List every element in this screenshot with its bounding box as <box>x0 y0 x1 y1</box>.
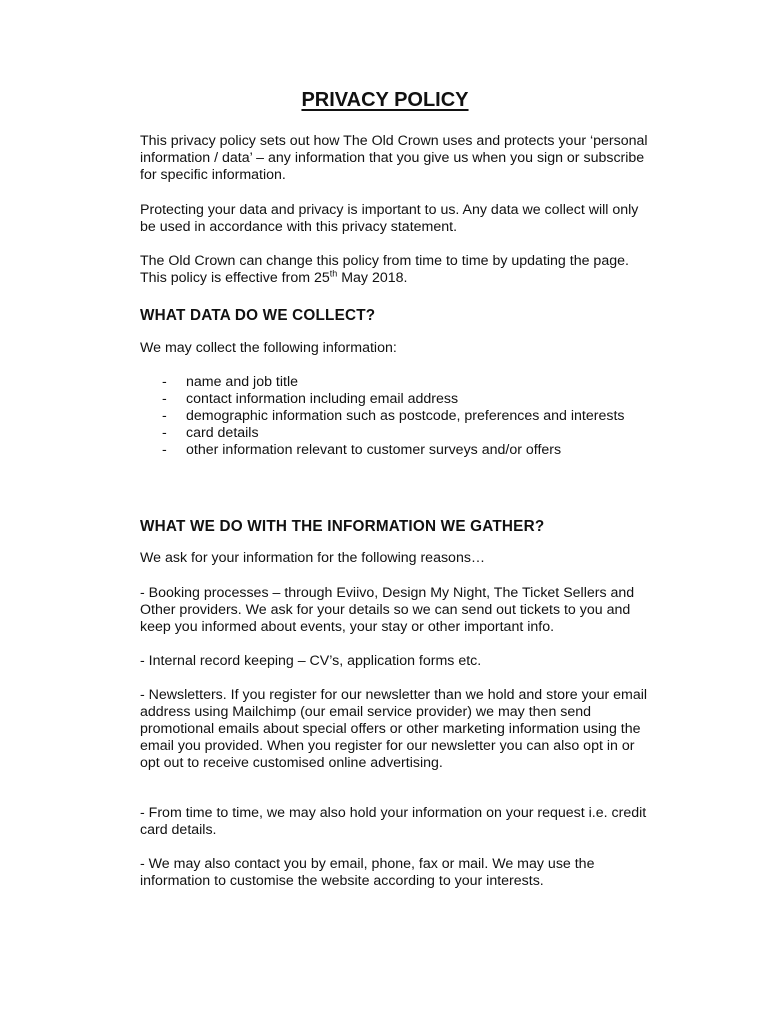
section-paragraph: - Booking processes – through Eviivo, Design My Night, The Ticket Sellers and Other providers. We ask for your details so we can send out tickets to you and keep you informed about events, your stay or other important info. <box>140 585 635 635</box>
policy-change-paragraph <box>140 253 650 287</box>
list-dash: - <box>162 391 167 407</box>
intro-paragraph: This privacy policy sets out how The Old Crown uses and protects your ‘personal information / data’ – any information that you give us when you sign or subscribe for specific information. <box>140 133 648 183</box>
list-dash: - <box>162 442 167 458</box>
section-paragraph: We ask for your information for the following reasons… <box>140 550 486 566</box>
list-item <box>140 374 650 391</box>
list-item <box>140 408 650 425</box>
policy-change-text: The Old Crown can change this policy from time to time by updating the page. This policy is effective from 25 <box>140 253 629 286</box>
section-paragraph: - Internal record keeping – CV’s, application forms etc. <box>140 653 482 669</box>
list-dash: - <box>162 408 167 424</box>
list-dash: - <box>162 374 167 390</box>
list-item-text: card details <box>186 425 259 441</box>
section-paragraph: - Newsletters. If you register for our newsletter than we hold and store your email address using Mailchimp (our email service provider) we may then send promotional emails about special offers or other marketing information using the email you provided. When you register for our newsletter you can also opt in or opt out to receive customised online advertising. <box>140 687 648 771</box>
list-item <box>140 425 650 442</box>
list-dash: - <box>162 425 167 441</box>
list-item-text: name and job title <box>186 374 298 390</box>
list-item-text: other information relevant to customer surveys and/or offers <box>186 442 562 458</box>
data-protection-paragraph: Protecting your data and privacy is important to us. Any data we collect will only be used in accordance with this privacy statement. <box>140 202 639 235</box>
section-paragraph: - We may also contact you by email, phone, fax or mail. We may use the information to customise the website according to your interests. <box>140 856 595 889</box>
date-ordinal-suffix: th <box>329 268 338 279</box>
list-item <box>140 391 650 408</box>
collected-data-list <box>140 374 650 459</box>
section-heading-data-collected: WHAT DATA DO WE COLLECT? <box>140 307 376 324</box>
section-lead: We may collect the following information: <box>140 340 397 356</box>
section-heading-information-use: WHAT WE DO WITH THE INFORMATION WE GATHER? <box>140 518 545 535</box>
policy-change-text-end: May 2018. <box>337 270 408 286</box>
page-title-text: PRIVACY POLICY <box>301 89 469 111</box>
list-item-text: contact information including email address <box>186 391 459 407</box>
list-item <box>140 442 650 459</box>
list-item-text: demographic information such as postcode, preferences and interests <box>186 408 625 424</box>
page-title <box>0 89 770 112</box>
section-paragraph: - From time to time, we may also hold your information on your request i.e. credit card details. <box>140 805 647 838</box>
